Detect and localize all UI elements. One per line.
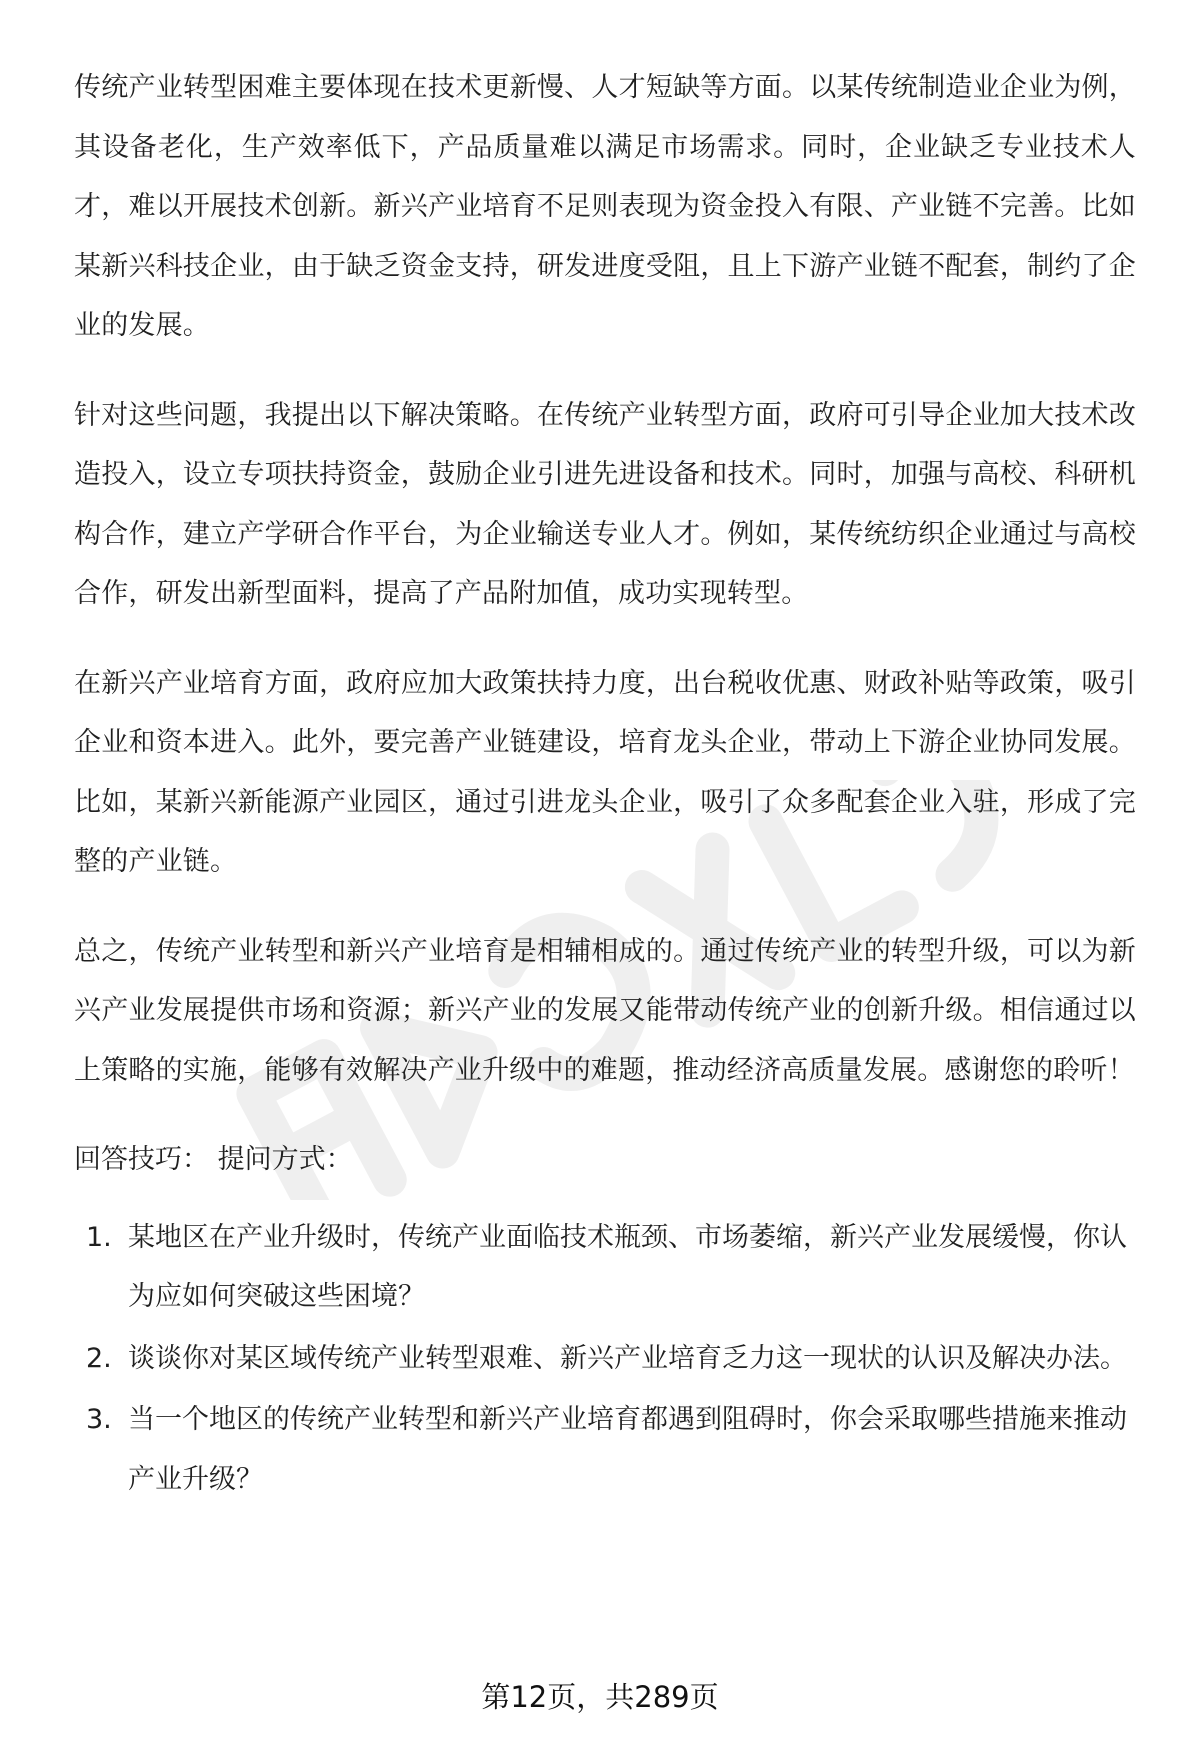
paragraph-emerging-strategy: 在新兴产业培育方面，政府应加大政策扶持力度，出台税收优惠、财政补贴等政策，吸引企业和资本进入。此外，要完善产业链建设，培育龙头企业，带动上下游企业协同发展。比如，某新兴新能源产业园区，通过引进龙头企业，吸引了众多配套企业入驻，形成了完整的产业链。 [74,667,1136,877]
question-text: 当一个地区的传统产业转型和新兴产业培育都遇到阻碍时，你会采取哪些措施来推动产业升级？ [128,1404,1127,1495]
question-text: 某地区在产业升级时，传统产业面临技术瓶颈、市场萎缩，新兴产业发展缓慢，你认为应如何突破这些困境？ [128,1221,1127,1312]
main-content [74,58,1136,1511]
tips-heading: 回答技巧： 提问方式： [74,1144,353,1175]
list-item [74,1208,1136,1327]
question-text: 谈谈你对某区域传统产业转型艰难、新兴产业培育乏力这一现状的认识及解决办法。 [128,1342,1127,1374]
question-number: 2. [86,1342,112,1374]
question-number: 3. [86,1404,112,1435]
question-list [74,1208,1136,1510]
question-number: 1. [86,1221,112,1253]
paragraph-traditional-strategy: 针对这些问题，我提出以下解决策略。在传统产业转型方面，政府可引导企业加大技术改造投入，设立专项扶持资金，鼓励企业引进先进设备和技术。同时，加强与高校、科研机构合作，建立产学研合作平台，为企业输送专业人才。例如，某传统纺织企业通过与高校合作，研发出新型面料，提高了产品附加值，成功实现转型。 [74,399,1136,609]
page-number-footer: 第12页，共289页 [481,1680,719,1714]
paragraph-problems: 传统产业转型困难主要体现在技术更新慢、人才短缺等方面。以某传统制造业企业为例，其设备老化，生产效率低下，产品质量难以满足市场需求。同时，企业缺乏专业技术人才，难以开展技术创新。新兴产业培育不足则表现为资金投入有限、产业链不完善。比如某新兴科技企业，由于缺乏资金支持，研发进度受阻，且上下游产业链不配套，制约了企业的发展。 [74,72,1136,341]
paragraph-conclusion: 总之，传统产业转型和新兴产业培育是相辅相成的。通过传统产业的转型升级，可以为新兴产业发展提供市场和资源；新兴产业的发展又能带动传统产业的创新升级。相信通过以上策略的实施，能够有效解决产业升级中的难题，推动经济高质量发展。感谢您的聆听！ [74,935,1136,1086]
list-item [74,1329,1136,1389]
list-item [74,1390,1136,1509]
